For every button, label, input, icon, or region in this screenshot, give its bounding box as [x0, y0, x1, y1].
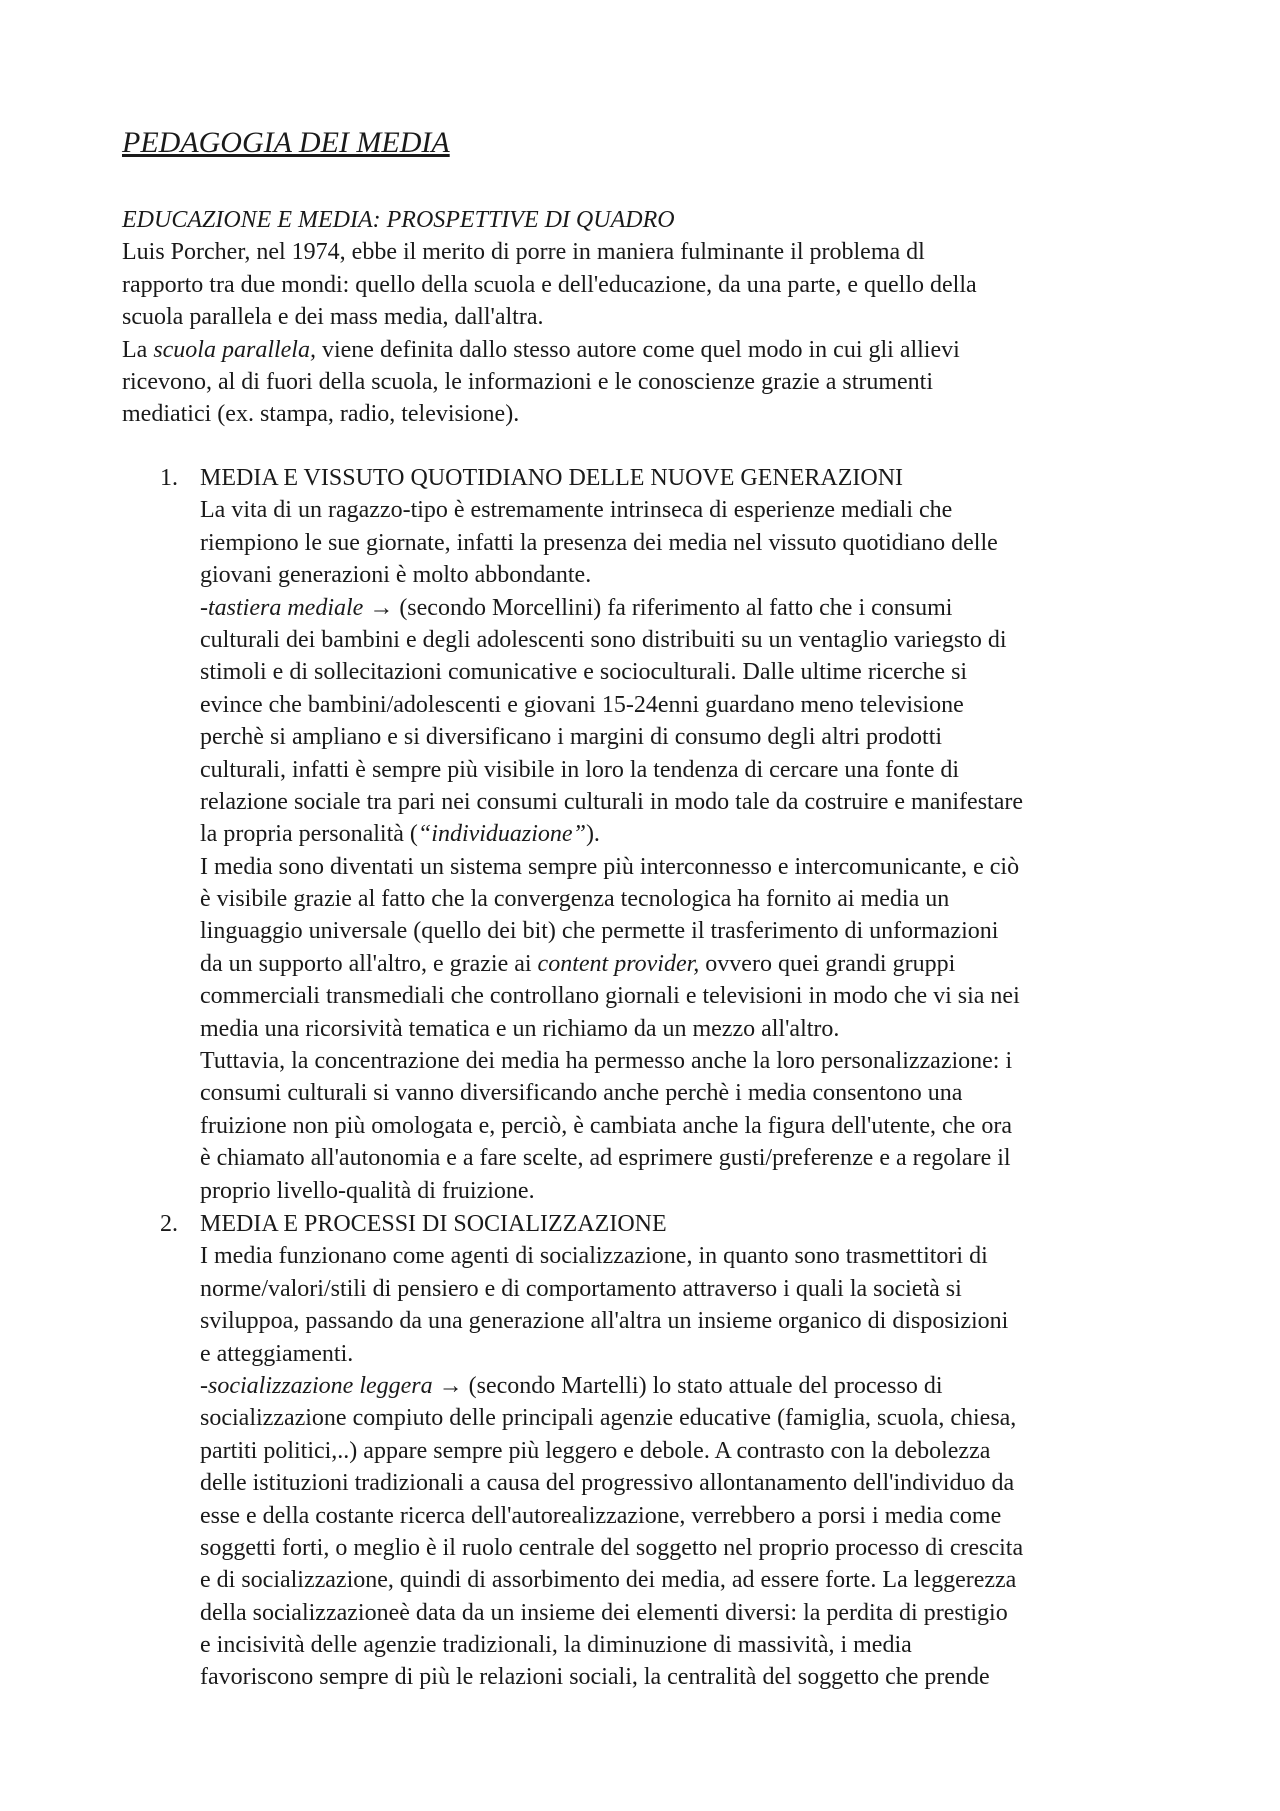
item-line: stimoli e di sollecitazioni comunicative e socioculturali. Dalle ultime ricerche si: [200, 659, 968, 686]
item-line: perchè si ampliano e si diversificano i margini di consumo degli altri prodotti: [200, 724, 943, 751]
item-line: giovani generazioni è molto abbondante.: [200, 562, 592, 589]
item-line: culturali, infatti è sempre più visibile in loro la tendenza di cercare una fonte di: [200, 756, 960, 783]
list-item: [200, 1208, 1200, 1694]
item-line: e atteggiamenti.: [200, 1340, 354, 1367]
list-item: [200, 462, 1200, 1207]
item-line: fruizione non più omologata e, perciò, è cambiata anche la figura dell'utente, che ora: [200, 1112, 1012, 1139]
item-line: Tuttavia, la concentrazione dei media ha permesso anche la loro personalizzazione: i: [200, 1048, 1013, 1075]
intro-line: ricevono, al di fuori della scuola, le informazioni e le conoscienze grazie a strumenti: [122, 368, 934, 395]
intro-line: scuola parallela e dei mass media, dall'altra.: [122, 304, 544, 331]
item-line: evince che bambini/adolescenti e giovani 15-24enni guardano meno televisione: [200, 691, 964, 718]
emphasis-term: content provider,: [537, 950, 700, 977]
item-line: culturali dei bambini e degli adolescenti sono distribuiti su un ventaglio variegsto di: [200, 626, 1007, 653]
intro-prefix: La: [122, 336, 154, 363]
item-line: I media funzionano come agenti di socializzazione, in quanto sono trasmettitori di: [200, 1243, 988, 1270]
line-suffix: ovvero quei grandi gruppi: [699, 950, 956, 977]
definition-dash: -: [200, 594, 208, 621]
definition-rest: (secondo Martelli) lo stato attuale del processo di: [468, 1372, 943, 1399]
item-line: I media sono diventati un sistema sempre più interconnesso e intercomunicante, e ciò: [200, 853, 1020, 880]
item-line: della socializzazioneè data da un insieme dei elementi diversi: la perdita di prestigio: [200, 1599, 1008, 1626]
item-line: [200, 818, 1200, 850]
arrow-icon: →: [432, 1372, 469, 1399]
item-line: La vita di un ragazzo-tipo è estremamente intrinseca di esperienze mediali che: [200, 497, 953, 524]
intro-definition-line: [122, 334, 1182, 366]
intro-section: [122, 204, 1182, 431]
list-item-number: 1.: [160, 465, 178, 491]
section-heading: EDUCAZIONE E MEDIA: PROSPETTIVE DI QUADRO: [122, 207, 675, 233]
item-line: favoriscono sempre di più le relazioni sociali, la centralità del soggetto che prende: [200, 1664, 990, 1691]
item-line: partiti politici,..) appare sempre più leggero e debole. A contrasto con la debolezza: [200, 1437, 991, 1464]
definition-dash: -: [200, 1372, 208, 1399]
item-line: e di socializzazione, quindi di assorbimento dei media, ad essere forte. La leggerezza: [200, 1567, 1017, 1594]
item-line: media una ricorsività tematica e un richiamo da un mezzo all'altro.: [200, 1015, 840, 1042]
item-line: soggetti forti, o meglio è il ruolo centrale del soggetto nel proprio processo di crescita: [200, 1534, 1024, 1561]
item-line: è chiamato all'autonomia e a fare scelte, ad esprimere gusti/preferenze e a regolare il: [200, 1145, 1011, 1172]
item-line: linguaggio universale (quello dei bit) che permette il trasferimento di unformazioni: [200, 918, 999, 945]
item-line: socializzazione compiuto delle principali agenzie educative (famiglia, scuola, chiesa,: [200, 1405, 1017, 1432]
line-prefix: da un supporto all'altro, e grazie ai: [200, 950, 538, 977]
line-suffix: ).: [585, 821, 600, 848]
intro-line: mediatici (ex. stampa, radio, televisione).: [122, 401, 520, 428]
item-line: consumi culturali si vanno diversificando anche perchè i media consentono una: [200, 1080, 963, 1107]
arrow-icon: →: [363, 594, 400, 621]
item-line: riempiono le sue giornate, infatti la presenza dei media nel vissuto quotidiano delle: [200, 529, 998, 556]
item-line: commerciali transmediali che controllano giornali e televisioni in modo che vi sia nei: [200, 983, 1020, 1010]
emphasis-term: “individuazione”: [417, 821, 586, 848]
item-line: proprio livello-qualità di fruizione.: [200, 1177, 535, 1204]
list-item-number: 2.: [160, 1211, 178, 1237]
item-line: e incisività delle agenzie tradizionali, la diminuzione di massività, i media: [200, 1632, 912, 1659]
item-line: esse e della costante ricerca dell'autorealizzazione, verrebbero a porsi i media come: [200, 1502, 1002, 1529]
item-heading: MEDIA E VISSUTO QUOTIDIANO DELLE NUOVE GENERAZIONI: [200, 465, 904, 491]
intro-line: Luis Porcher, nel 1974, ebbe il merito di porre in maniera fulminante il problema dl: [122, 239, 925, 266]
item-line: delle istituzioni tradizionali a causa del progressivo allontanamento dell'individuo da: [200, 1470, 1015, 1497]
definition-rest: (secondo Morcellini) fa riferimento al fatto che i consumi: [399, 594, 953, 621]
intro-term: scuola parallela,: [153, 336, 316, 363]
item-line: è visibile grazie al fatto che la convergenza tecnologica ha fornito ai media un: [200, 886, 950, 913]
intro-line: rapporto tra due mondi: quello della scuola e dell'educazione, da una parte, e quello della: [122, 271, 977, 298]
item-line: norme/valori/stili di pensiero e di comportamento attraverso i quali la società si: [200, 1275, 962, 1302]
item-line: [200, 948, 1200, 980]
intro-rest: viene definita dallo stesso autore come quel modo in cui gli allievi: [315, 336, 960, 363]
definition-line: [200, 592, 1200, 624]
item-line: sviluppoa, passando da una generazione all'altra un insieme organico di disposizioni: [200, 1308, 1009, 1335]
item-line: relazione sociale tra pari nei consumi culturali in modo tale da costruire e manifestare: [200, 788, 1023, 815]
definition-term: tastiera mediale: [208, 594, 364, 621]
definition-term: socializzazione leggera: [208, 1372, 433, 1399]
line-prefix: la propria personalità (: [200, 821, 418, 848]
item-heading: MEDIA E PROCESSI DI SOCIALIZZAZIONE: [200, 1211, 667, 1237]
definition-line: [200, 1370, 1200, 1402]
page-title: PEDAGOGIA DEI MEDIA: [122, 126, 450, 159]
